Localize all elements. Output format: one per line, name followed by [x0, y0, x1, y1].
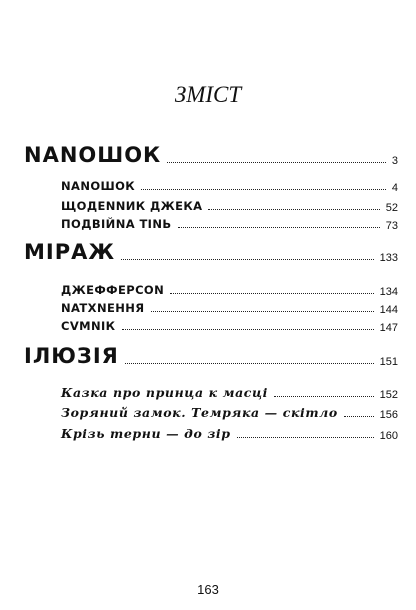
entry-page-number: 147	[379, 322, 398, 334]
dot-leader	[167, 161, 386, 163]
toc-entry	[61, 176, 398, 194]
section-page-number: 151	[379, 356, 398, 368]
toc-entry	[61, 403, 398, 421]
section-page-number: 133	[379, 252, 398, 264]
toc-title: ЗМІСТ	[174, 82, 242, 107]
dot-leader	[178, 226, 380, 228]
section-title: ІЛЮЗІЯ	[24, 344, 119, 368]
entry-title: NANOШОК	[61, 179, 136, 193]
dot-leader	[344, 415, 374, 417]
dot-leader	[141, 188, 386, 190]
entry-page-number: 156	[379, 409, 398, 421]
dot-leader	[208, 208, 379, 210]
toc-entry	[61, 316, 398, 334]
toc-entry	[61, 214, 398, 232]
entry-title: NATXNEННЯ	[61, 301, 145, 315]
dot-leader	[125, 362, 374, 364]
section-page-number: 3	[391, 155, 398, 167]
entry-title: Крізь терни — до зір	[61, 426, 231, 441]
dot-leader	[237, 436, 374, 438]
entry-page-number: 73	[385, 220, 398, 232]
entry-title: Зоряний замок. Темряка — скітло	[61, 405, 338, 420]
entry-page-number: 152	[379, 389, 398, 401]
entry-title: Казка про принца к масці	[61, 385, 268, 400]
toc-entry	[61, 424, 398, 442]
entry-title: СVМNІК	[61, 319, 116, 333]
toc-entry	[61, 383, 398, 401]
entry-page-number: 134	[379, 286, 398, 298]
entry-page-number: 52	[385, 202, 398, 214]
entry-page-number: 160	[379, 430, 398, 442]
entry-title: ДЖЕФФЕРСОN	[61, 283, 165, 297]
section-title: МІРАЖ	[24, 240, 116, 264]
toc-section-2	[24, 238, 398, 264]
dot-leader	[122, 328, 374, 330]
page-number: 163	[197, 582, 219, 597]
toc-section-3	[24, 342, 398, 368]
dot-leader	[151, 310, 374, 312]
dot-leader	[274, 395, 374, 397]
entry-title: ПОДВІЙNA ТІNЬ	[61, 217, 172, 231]
entry-page-number: 4	[391, 182, 398, 194]
toc-section-1	[24, 141, 398, 167]
toc-entry	[61, 298, 398, 316]
toc-entry	[61, 280, 398, 298]
toc-entry	[61, 196, 398, 214]
dot-leader	[170, 292, 374, 294]
section-title: NANOШОК	[24, 143, 162, 167]
entry-title: ЩОДЕNNИК ДЖЕКА	[61, 199, 203, 213]
dot-leader	[121, 258, 374, 260]
entry-page-number: 144	[379, 304, 398, 316]
